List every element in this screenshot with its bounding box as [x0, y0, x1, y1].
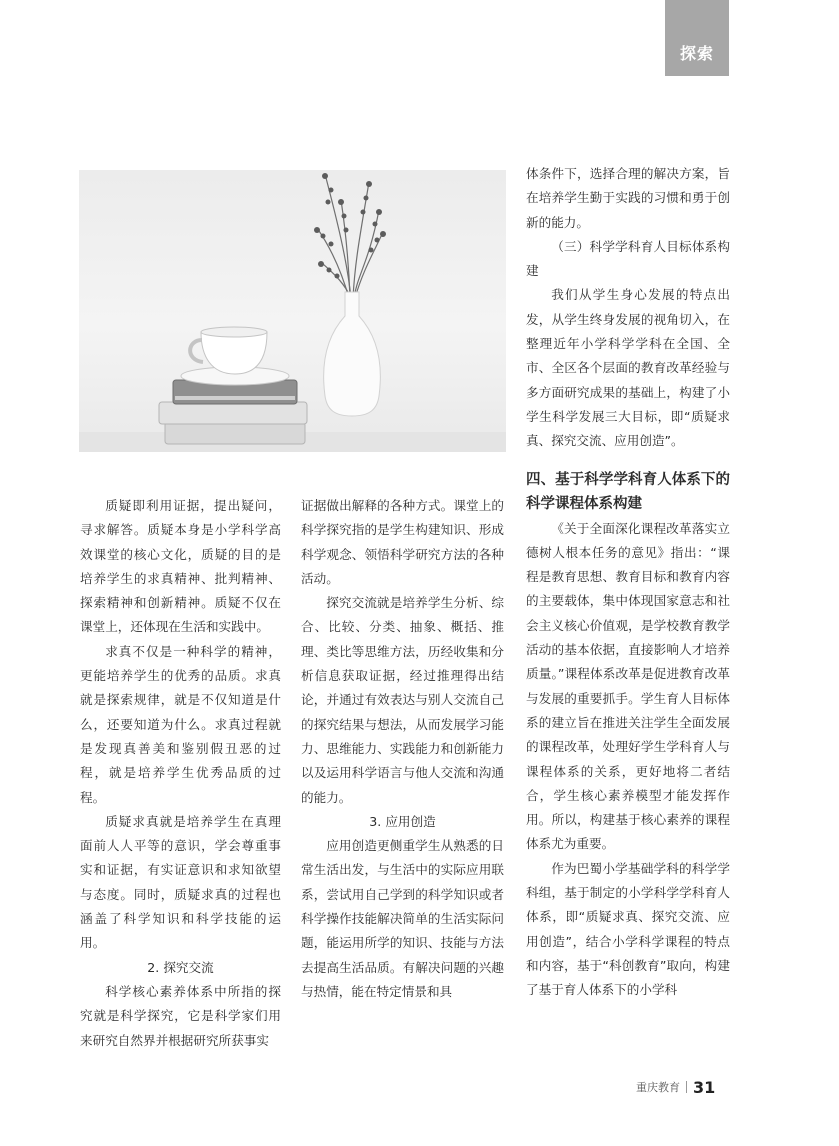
paragraph: 质疑求真就是培养学生在真理面前人人平等的意识，学会尊重事实和证据，有实证意识和求知欲望与态度。同时，质疑求真的过程也涵盖了科学知识和科学技能的运用。: [80, 813, 281, 951]
subheading: 3. 应用创造: [369, 813, 436, 829]
paragraph: 求真不仅是一种科学的精神，更能培养学生的优秀的品质。求真就是探索规律，就是不仅知道是什么，还要知道为什么。求真过程就是发现真善美和鉴别假丑恶的过程，就是培养学生优秀品质的过程。: [80, 643, 281, 805]
page-footer: [636, 1077, 715, 1097]
page-number: 31: [693, 1077, 716, 1097]
text-column-3-bottom: [526, 468, 730, 1003]
subheading: （三）科学学科育人目标体系构建: [526, 238, 730, 279]
text-column-2: [301, 494, 504, 1004]
paragraph: 证据做出解释的各种方式。课堂上的科学探究指的是学生构建知识、形成科学观念、领悟科学研究方法的各种活动。: [301, 498, 504, 586]
paragraph: 《关于全面深化课程改革落实立德树人根本任务的意见》指出：“课程是教育思想、教育目标和教育内容的主要载体，集中体现国家意志和社会主义核心价值观，是学校教育教学活动的基本依据，直接影响人才培养质量。”课程体系改革是促进教育改革与发展的重要抓手。学生育人目标体系的建立旨在推进关注学生全面发展的课程改革，处理好学生学科育人与课程体系的关系，更好地将二者结合，学生核心素养模型才能发挥作用。所以，构建基于核心素养的课程体系尤为重要。: [526, 520, 730, 852]
still-life-illustration: [79, 170, 506, 452]
text-column-1: [80, 494, 281, 1053]
article-photo: [79, 170, 506, 452]
paragraph: 科学核心素养体系中所指的探究就是科学探究，它是科学家们用来研究自然界并根据研究所获事实: [80, 983, 281, 1048]
paragraph: 体条件下，选择合理的解决方案，旨在培养学生勤于实践的习惯和勇于创新的能力。: [526, 166, 730, 230]
paragraph: 作为巴蜀小学基础学科的科学学科组，基于制定的小学科学学科育人体系，即“质疑求真、探究交流、应用创造”，结合小学科学课程的特点和内容，基于“科创教育”取向，构建了基于育人体系下的小学科: [526, 860, 730, 998]
paragraph: 质疑即利用证据，提出疑问，寻求解答。质疑本身是小学科学高效课堂的核心文化，质疑的目的是培养学生的求真精神、批判精神、探索精神和创新精神。质疑不仅在课堂上，还体现在生活和实践中。: [80, 498, 281, 635]
text-column-3-top: [526, 162, 730, 454]
section-heading: 四、基于科学学科育人体系下的科学课程体系构建: [526, 472, 730, 513]
section-tab-label: 探索: [679, 44, 714, 63]
paragraph: 应用创造更侧重学生从熟悉的日常生活出发，与生活中的实际应用联系，尝试用自己学到的科学知识或者科学操作技能解决简单的生活实际问题，能运用所学的知识、技能与方法去提高生活品质。有解决问题的兴趣与热情，能在特定情景和具: [301, 838, 504, 999]
footer-divider: [686, 1081, 687, 1093]
paragraph: 探究交流就是培养学生分析、综合、比较、分类、抽象、概括、推理、类比等思维方法，历经收集和分析信息获取证据，经过推理得出结论，并通过有效表达与别人交流自己的探究结果与想法，从而发展学习能力、思维能力、实践能力和创新能力以及运用科学语言与他人交流和沟通的能力。: [301, 595, 504, 805]
subheading: 2. 探究交流: [147, 959, 214, 975]
paragraph: 我们从学生身心发展的特点出发，从学生终身发展的视角切入，在整理近年小学科学学科在全国、全市、全区各个层面的教育改革经验与多方面研究成果的基础上，构建了小学生科学发展三大目标，即“质疑求真、探究交流、应用创造”。: [526, 287, 730, 449]
magazine-name: 重庆教育: [636, 1081, 680, 1094]
section-tab: [665, 0, 729, 76]
